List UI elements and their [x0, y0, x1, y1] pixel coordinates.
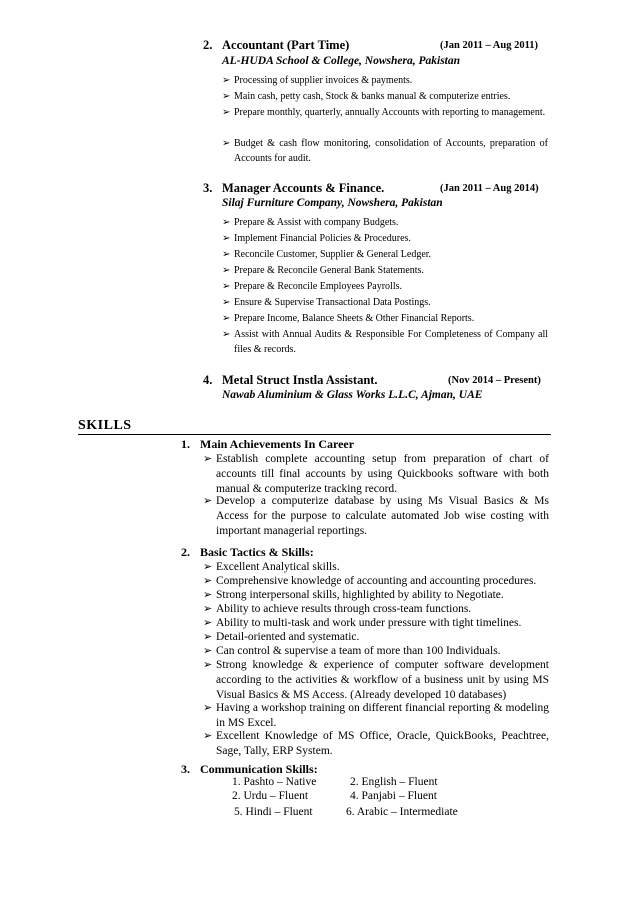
list-item: ➢ Prepare & Assist with company Budgets. — [222, 217, 399, 228]
list-item: ➢ Having a workshop training on different financial reporting & modeling in MS Excel. — [203, 702, 549, 729]
arrow-bullet-icon: ➢ — [203, 561, 213, 573]
job-4-number: 4. — [203, 373, 213, 387]
list-item: ➢ Reconcile Customer, Supplier & General Ledger. — [222, 249, 432, 260]
language-item: 6. Arabic – Intermediate — [346, 806, 458, 818]
list-item: ➢ Prepare & Reconcile Employees Payrolls. — [222, 281, 403, 292]
list-item: ➢ Implement Financial Policies & Procedures. — [222, 233, 411, 244]
list-item: ➢ Ensure & Supervise Transactional Data Postings. — [222, 297, 431, 308]
arrow-bullet-icon: ➢ — [203, 495, 213, 507]
skills-section-1-number: 1. — [181, 437, 190, 451]
arrow-bullet-icon: ➢ — [222, 281, 231, 292]
job-2-title: Accountant (Part Time) — [222, 38, 350, 52]
section-divider — [78, 434, 551, 435]
job-2-number: 2. — [203, 38, 213, 52]
arrow-bullet-icon: ➢ — [222, 233, 231, 244]
language-item: 1. Pashto – Native — [232, 776, 317, 788]
skills-section-2-title: Basic Tactics & Skills: — [200, 545, 314, 559]
arrow-bullet-icon: ➢ — [203, 603, 213, 615]
list-item: ➢ Budget & cash flow monitoring, consolidation of Accounts, preparation of Accounts for audit. — [222, 138, 548, 164]
list-item: ➢ Ability to multi-task and work under pressure with tight timelines. — [203, 617, 522, 629]
arrow-bullet-icon: ➢ — [203, 659, 213, 671]
job-3-dates: (Jan 2011 – Aug 2014) — [440, 183, 539, 194]
arrow-bullet-icon: ➢ — [222, 75, 231, 86]
list-item: ➢ Strong interpersonal skills, highlighted by ability to Negotiate. — [203, 589, 504, 601]
skills-section-3-title: Communication Skills: — [200, 762, 318, 776]
arrow-bullet-icon: ➢ — [203, 645, 213, 657]
skills-section-2-number: 2. — [181, 545, 190, 559]
list-item: ➢ Comprehensive knowledge of accounting and accounting procedures. — [203, 575, 537, 587]
arrow-bullet-icon: ➢ — [222, 265, 231, 276]
list-item: ➢ Main cash, petty cash, Stock & banks manual & computerize entries. — [222, 91, 511, 102]
arrow-bullet-icon: ➢ — [222, 313, 231, 324]
list-item: ➢ Establish complete accounting setup from preparation of chart of accounts till final accounts by using Quickbooks software with both manual & computerize tracking record. — [203, 453, 549, 495]
job-3-title: Manager Accounts & Finance. — [222, 181, 385, 195]
list-item: ➢ Assist with Annual Audits & Responsible For Completeness of Company all files & records. — [222, 329, 548, 355]
job-4-title: Metal Struct Instla Assistant. — [222, 373, 378, 387]
language-item: 2. English – Fluent — [350, 776, 438, 788]
job-3-number: 3. — [203, 181, 213, 195]
arrow-bullet-icon: ➢ — [222, 329, 231, 340]
list-item: ➢ Prepare Income, Balance Sheets & Other Financial Reports. — [222, 313, 475, 324]
arrow-bullet-icon: ➢ — [203, 631, 213, 643]
skills-section-3-number: 3. — [181, 762, 190, 776]
list-item: ➢ Excellent Knowledge of MS Office, Oracle, QuickBooks, Peachtree, Sage, Tally, ERP System. — [203, 730, 549, 757]
language-item: 5. Hindi – Fluent — [234, 806, 313, 818]
arrow-bullet-icon: ➢ — [222, 91, 231, 102]
arrow-bullet-icon: ➢ — [222, 297, 231, 308]
job-3-company: Silaj Furniture Company, Nowshera, Pakistan — [222, 197, 443, 209]
list-item: ➢ Prepare monthly, quarterly, annually Accounts with reporting to management. — [222, 107, 546, 118]
arrow-bullet-icon: ➢ — [222, 217, 231, 228]
skills-section-1-title: Main Achievements In Career — [200, 437, 355, 451]
arrow-bullet-icon: ➢ — [203, 730, 213, 742]
arrow-bullet-icon: ➢ — [203, 617, 213, 629]
list-item: ➢ Detail-oriented and systematic. — [203, 631, 360, 643]
list-item: ➢ Prepare & Reconcile General Bank Statements. — [222, 265, 424, 276]
arrow-bullet-icon: ➢ — [203, 575, 213, 587]
language-item: 2. Urdu – Fluent — [232, 790, 309, 802]
job-4-company: Nawab Aluminium & Glass Works L.L.C, Ajman, UAE — [222, 389, 483, 401]
job-2-dates: (Jan 2011 – Aug 2011) — [440, 40, 539, 51]
list-item: ➢ Ability to achieve results through cross-team functions. — [203, 603, 472, 615]
language-item: 4. Panjabi – Fluent — [350, 790, 437, 802]
arrow-bullet-icon: ➢ — [203, 589, 213, 601]
list-item: ➢ Can control & supervise a team of more than 100 Individuals. — [203, 645, 501, 657]
skills-heading: SKILLS — [78, 418, 132, 433]
arrow-bullet-icon: ➢ — [203, 702, 213, 714]
list-item: ➢ Strong knowledge & experience of computer software development according to the activities & workflow of a business unit by using MS Visual Basics & MS Access. (Already developed 10 databases) — [203, 659, 549, 701]
arrow-bullet-icon: ➢ — [222, 249, 231, 260]
job-4-dates: (Nov 2014 – Present) — [448, 375, 541, 386]
arrow-bullet-icon: ➢ — [222, 107, 231, 118]
list-item: ➢ Excellent Analytical skills. — [203, 561, 340, 573]
arrow-bullet-icon: ➢ — [203, 453, 213, 465]
list-item: ➢ Processing of supplier invoices & payments. — [222, 75, 413, 86]
job-2-company: AL-HUDA School & College, Nowshera, Pakistan — [222, 55, 461, 67]
list-item: ➢ Develop a computerize database by using Ms Visual Basics & Ms Access for the purpose to calculate automated Job wise costing with important managerial reportings. — [203, 495, 549, 537]
arrow-bullet-icon: ➢ — [222, 138, 231, 149]
